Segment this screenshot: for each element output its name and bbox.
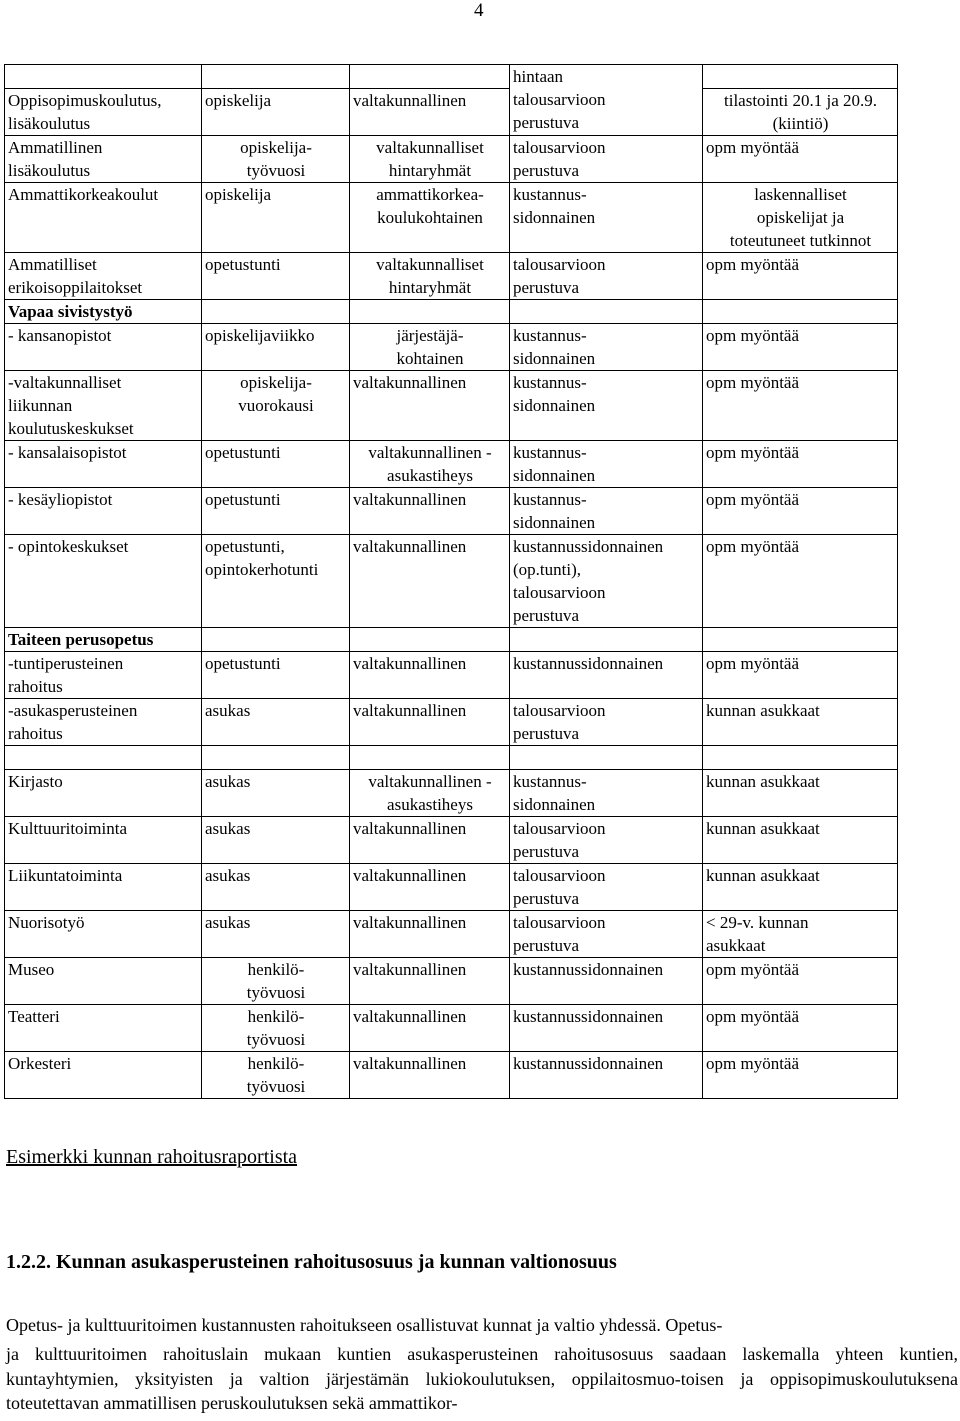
table-cell [5,1005,202,1052]
cell-text: rahoitus [8,724,63,743]
table-cell [202,864,350,911]
cell-text: vuorokausi [238,396,314,415]
table-cell [510,864,703,911]
cell-text: valtakunnalliset [376,138,484,157]
table-row [5,253,898,300]
table-cell [703,183,898,253]
table-cell [703,89,898,136]
table-cell [703,441,898,488]
cell-text: -tuntiperusteinen [8,654,124,673]
cell-text: asukastiheys [387,466,473,485]
cell-text: valtakunnallinen [353,701,467,720]
cell-text: henkilö- [247,1007,305,1026]
table-cell [703,699,898,746]
table-cell [510,1052,703,1099]
table-cell [510,746,703,770]
cell-text: kohtainen [396,349,464,368]
paragraph-2: ja kulttuuritoimen rahoituslain mukaan kuntien asukasperusteinen rahoitusosuus saadaan laskemalla yhteen kuntien, kuntayhtymien, yksityisten ja valtion järjestämän lukiokoulutuksen, oppilaitosmuo-toisen ja oppisopimuskoulutuksena toteutettavan ammatillisen peruskoulutuksen sekä ammattikor- [6,1344,958,1413]
table-cell [5,324,202,371]
table-cell [510,1005,703,1052]
cell-text: - kansalaisopistot [8,443,127,462]
table-cell [350,488,510,535]
table-cell [350,65,510,89]
cell-text: sidonnainen [513,466,596,485]
cell-text: Ammattikorkeakoulut [8,185,159,204]
table-cell [703,1052,898,1099]
table-cell [5,864,202,911]
cell-text: liikunnan [8,396,73,415]
table-cell [202,488,350,535]
table-cell [350,535,510,628]
table-cell [5,535,202,628]
cell-text: opiskelija- [240,373,312,392]
cell-text: asukas [205,913,251,932]
cell-text: valtakunnallinen - [368,443,492,462]
cell-text: tilastointi 20.1 ja 20.9. [724,91,877,110]
financing-table-body [5,65,898,1099]
cell-text: toteutuneet tutkinnot [729,231,872,250]
table-cell [703,371,898,441]
table-cell [510,488,703,535]
cell-text: perustuva [513,606,580,625]
cell-text [706,746,895,769]
cell-text: - opintokeskukset [8,537,129,556]
cell-text: henkilö- [247,960,305,979]
cell-text: opetustunti [205,443,281,462]
table-cell [703,300,898,324]
cell-text: sidonnainen [513,513,596,532]
table-cell [703,65,898,89]
cell-text [353,65,507,88]
cell-text [353,300,507,323]
cell-text: opiskelija- [240,138,312,157]
table-cell [703,864,898,911]
page-number: 4 [474,0,484,21]
cell-text: perustuva [513,889,580,908]
table-cell [510,371,703,441]
cell-text: valtakunnallinen [353,1054,467,1073]
cell-text: laskennalliset [754,185,847,204]
cell-text [513,746,700,769]
cell-text: asukas [205,701,251,720]
cell-text: koulutuskeskukset [8,419,134,438]
cell-text: rahoitus [8,677,63,696]
table-cell [350,253,510,300]
cell-text: opiskelijaviikko [205,326,315,345]
cell-text: valtakunnallinen [353,490,467,509]
cell-text: - kansanopistot [8,326,112,345]
cell-text: kunnan asukkaat [706,866,820,885]
table-cell [703,770,898,817]
cell-text: kunnan asukkaat [706,772,820,791]
table-cell [350,183,510,253]
cell-text: talousarvioon [513,90,606,109]
cell-text: perustuva [513,724,580,743]
financing-table [4,64,898,1099]
cell-text: talousarvioon [513,138,606,157]
table-cell [350,746,510,770]
table-cell [350,1052,510,1099]
cell-text: Ammatillinen [8,138,103,157]
table-cell [202,136,350,183]
table-row [5,89,898,136]
table-cell [703,136,898,183]
cell-text: (op.tunti), [513,560,581,579]
table-cell [5,1052,202,1099]
cell-text: talousarvioon [513,866,606,885]
table-row [5,136,898,183]
table-cell [202,253,350,300]
cell-text [706,628,895,651]
table-cell [202,371,350,441]
cell-text: perustuva [513,113,580,132]
cell-text: opm myöntää [706,537,800,556]
cell-text: kunnan asukkaat [706,819,820,838]
cell-text: erikoisoppilaitokset [8,278,143,297]
cell-text [205,628,347,651]
table-cell [5,488,202,535]
table-cell [350,770,510,817]
table-cell [703,535,898,628]
table-cell [202,89,350,136]
cell-text: Nuorisotyö [8,913,85,932]
table-cell [510,300,703,324]
cell-text: kustannus- [513,185,587,204]
table-cell [5,300,202,324]
table-cell [510,441,703,488]
cell-text [205,300,347,323]
cell-text: valtakunnallinen [353,866,467,885]
cell-text: opetustunti [205,654,281,673]
table-cell [202,958,350,1005]
table-cell [5,652,202,699]
table-cell [202,1005,350,1052]
cell-text: henkilö- [247,1054,305,1073]
table-cell [703,253,898,300]
cell-text: opm myöntää [706,326,800,345]
table-cell [5,770,202,817]
table-cell [202,911,350,958]
cell-text: valtakunnallinen - [368,772,492,791]
cell-text: valtakunnallinen [353,373,467,392]
cell-text: kustannus- [513,443,587,462]
table-cell [350,958,510,1005]
table-cell [350,628,510,652]
cell-text: opm myöntää [706,138,800,157]
table-row [5,770,898,817]
cell-text: Kulttuuritoiminta [8,819,127,838]
cell-text: kustannussidonnainen [513,537,664,556]
cell-text [205,65,347,88]
table-cell [510,535,703,628]
table-cell [703,911,898,958]
cell-text: valtakunnallinen [353,654,467,673]
cell-text: kustannussidonnainen [513,1054,664,1073]
cell-text: opiskelija [205,185,272,204]
table-cell [510,253,703,300]
table-cell [202,746,350,770]
cell-text: sidonnainen [513,396,596,415]
table-cell [350,911,510,958]
table-row [5,699,898,746]
table-cell [510,911,703,958]
table-cell [510,628,703,652]
cell-text: sidonnainen [513,349,596,368]
cell-text: kustannus- [513,326,587,345]
table-row [5,324,898,371]
table-cell [202,652,350,699]
table-cell [703,652,898,699]
table-cell [202,628,350,652]
table-cell [510,817,703,864]
cell-text: opm myöntää [706,1007,800,1026]
cell-text: opm myöntää [706,490,800,509]
cell-text: hintaryhmät [388,278,472,297]
cell-text [8,65,199,88]
cell-text: valtakunnalliset [376,255,484,274]
cell-text: Teatteri [8,1007,60,1026]
table-cell [703,628,898,652]
cell-text: sidonnainen [513,795,596,814]
cell-text [8,746,199,769]
table-row [5,864,898,911]
table-row [5,817,898,864]
table-cell [5,817,202,864]
cell-text: hintaan [513,67,564,86]
cell-text: opm myöntää [706,373,800,392]
table-cell [510,652,703,699]
cell-text: -asukasperusteinen [8,701,138,720]
cell-text: perustuva [513,842,580,861]
cell-text [353,746,507,769]
table-row [5,535,898,628]
cell-text: työvuosi [246,1030,306,1049]
cell-text: lisäkoulutus [8,114,91,133]
table-cell [202,770,350,817]
cell-text: valtakunnallinen [353,91,467,110]
table-row [5,746,898,770]
cell-text: talousarvioon [513,819,606,838]
cell-text: < 29-v. kunnan [706,913,809,932]
cell-text: (kiintiö) [772,114,829,133]
cell-text: valtakunnallinen [353,913,467,932]
cell-text: järjestäjä- [396,326,464,345]
cell-text: Orkesteri [8,1054,72,1073]
table-cell [5,65,202,89]
cell-text: kustannussidonnainen [513,654,664,673]
cell-text: opetustunti [205,490,281,509]
table-cell [5,371,202,441]
table-cell [5,746,202,770]
table-cell [510,136,703,183]
cell-text: Vapaa sivistystyö [8,302,133,321]
table-cell [703,324,898,371]
table-cell [5,253,202,300]
table-cell [703,1005,898,1052]
cell-text: kustannus- [513,772,587,791]
cell-text: valtakunnallinen [353,960,467,979]
table-cell [202,817,350,864]
table-row [5,65,898,89]
cell-text: Museo [8,960,55,979]
cell-text: perustuva [513,936,580,955]
example-heading: Esimerkki kunnan rahoitusraportista [6,1146,298,1168]
cell-text [205,746,347,769]
section-heading: 1.2.2. Kunnan asukasperusteinen rahoitusosuus ja kunnan valtionosuus [6,1251,617,1273]
table-cell [703,488,898,535]
table-cell [5,628,202,652]
table-cell [510,958,703,1005]
cell-text: Liikuntatoiminta [8,866,123,885]
table-row [5,628,898,652]
table-cell [202,1052,350,1099]
cell-text: kustannussidonnainen [513,960,664,979]
cell-text: kustannussidonnainen [513,1007,664,1026]
table-row [5,371,898,441]
cell-text: Kirjasto [8,772,63,791]
cell-text: opm myöntää [706,443,800,462]
table-cell [350,817,510,864]
table-cell [510,699,703,746]
cell-text: asukas [205,772,251,791]
table-cell [350,371,510,441]
cell-text: asukkaat [706,936,766,955]
cell-text: kustannus- [513,373,587,392]
table-cell [5,958,202,1005]
cell-text: Taiteen perusopetus [8,630,154,649]
table-row [5,911,898,958]
cell-text: opm myöntää [706,654,800,673]
table-cell [510,183,703,253]
table-cell [350,441,510,488]
table-row [5,183,898,253]
table-row [5,488,898,535]
cell-text: Ammatilliset [8,255,97,274]
table-row [5,958,898,1005]
table-cell [510,324,703,371]
table-cell [350,300,510,324]
table-cell [5,911,202,958]
cell-text: asukas [205,866,251,885]
table-cell [350,699,510,746]
table-row [5,1005,898,1052]
table-cell [202,535,350,628]
table-cell [510,65,703,136]
cell-text: kustannus- [513,490,587,509]
cell-text: perustuva [513,278,580,297]
cell-text: sidonnainen [513,208,596,227]
table-row [5,441,898,488]
cell-text: opm myöntää [706,960,800,979]
table-cell [350,652,510,699]
cell-text: kunnan asukkaat [706,701,820,720]
cell-text [706,300,895,323]
table-cell [350,1005,510,1052]
paragraph-1: Opetus- ja kulttuuritoimen kustannusten rahoitukseen osallistuvat kunnat ja valtio yhdessä. Opetus- [6,1315,723,1335]
table-cell [510,770,703,817]
cell-text: valtakunnallinen [353,1007,467,1026]
cell-text: Oppisopimuskoulutus, [8,91,162,110]
cell-text: valtakunnallinen [353,819,467,838]
table-cell [703,817,898,864]
cell-text [513,300,700,323]
table-cell [5,441,202,488]
cell-text: -valtakunnalliset [8,373,122,392]
cell-text: työvuosi [246,161,306,180]
cell-text: hintaryhmät [388,161,472,180]
table-row [5,300,898,324]
cell-text: talousarvioon [513,913,606,932]
table-cell [5,183,202,253]
table-cell [5,136,202,183]
table-cell [350,136,510,183]
cell-text: työvuosi [246,1077,306,1096]
table-row [5,1052,898,1099]
cell-text: asukastiheys [387,795,473,814]
cell-text: opetustunti, [205,537,285,556]
cell-text: opetustunti [205,255,281,274]
cell-text: - kesäyliopistot [8,490,113,509]
cell-text: työvuosi [246,983,306,1002]
table-cell [202,65,350,89]
cell-text: talousarvioon [513,583,606,602]
cell-text: opm myöntää [706,255,800,274]
cell-text [706,65,895,88]
table-cell [703,746,898,770]
table-cell [5,89,202,136]
table-row [5,652,898,699]
table-cell [350,89,510,136]
cell-text: opiskelija [205,91,272,110]
cell-text: koulukohtainen [377,208,483,227]
cell-text: talousarvioon [513,701,606,720]
table-cell [202,183,350,253]
cell-text: talousarvioon [513,255,606,274]
cell-text: opintokerhotunti [205,560,319,579]
cell-text: lisäkoulutus [8,161,91,180]
cell-text: perustuva [513,161,580,180]
cell-text: ammattikorkea- [376,185,484,204]
cell-text: valtakunnallinen [353,537,467,556]
table-cell [202,441,350,488]
table-cell [202,699,350,746]
cell-text: opm myöntää [706,1054,800,1073]
table-cell [350,324,510,371]
table-cell [5,699,202,746]
cell-text: opiskelijat ja [756,208,845,227]
cell-text: asukas [205,819,251,838]
cell-text [513,628,700,651]
table-cell [202,324,350,371]
cell-text [353,628,507,651]
table-cell [202,300,350,324]
table-cell [703,958,898,1005]
table-cell [350,864,510,911]
